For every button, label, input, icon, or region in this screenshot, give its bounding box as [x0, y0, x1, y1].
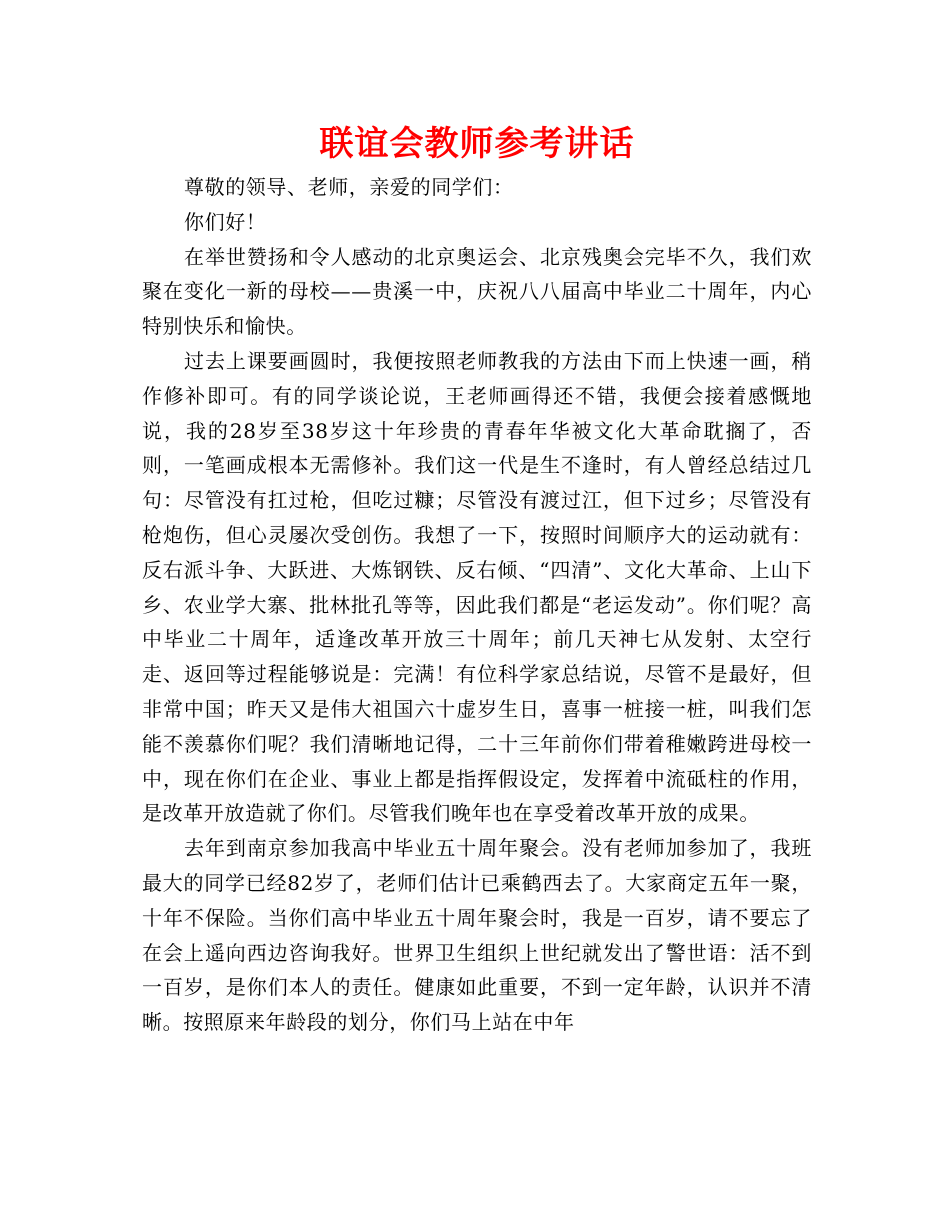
document-page — [142, 118, 812, 1040]
document-title: 联谊会教师参考讲话 — [319, 124, 635, 164]
body-paragraph: 去年到南京参加我高中毕业五十周年聚会。没有老师加参加了，我班最大的同学已经82岁了，老师们估计已乘鹤西去了。大家商定五年一聚，十年不保险。当你们高中毕业五十周年聚会时，我是一百岁，请不要忘了在会上遥向西边咨询我好。世界卫生组织上世纪就发出了警世语：活不到一百岁，是你们本人的责任。健康如此重要，不到一定年龄，认识并不清晰。按照原来年龄段的划分，你们马上站在中年 — [142, 836, 812, 1035]
body-paragraph: 过去上课要画圆时，我便按照老师教我的方法由下而上快速一画，稍作修补即可。有的同学谈论说，王老师画得还不错，我便会接着感慨地说，我的28岁至38岁这十年珍贵的青春年华被文化大革命耽搁了，否则，一笔画成根本无需修补。我们这一代是生不逢时，有人曾经总结过几句：尽管没有扛过枪，但吃过糠；尽管没有渡过江，但下过乡；尽管没有枪炮伤，但心灵屡次受创伤。我想了一下，按照时间顺序大的运动就有：反右派斗争、大跃进、大炼钢铁、反右倾、“四清”、文化大革命、上山下乡、农业学大寨、批林批孔等等，因此我们都是“老运发动”。你们呢？高中毕业二十周年，适逢改革开放三十周年；前几天神七从发射、太空行走、返回等过程能够说是：完满！有位科学家总结说，尽管不是最好，但非常中国；昨天又是伟大祖国六十虚岁生日，喜事一桩接一桩，叫我们怎能不羡慕你们呢？我们清晰地记得，二十三年前你们带着稚嫩跨进母校一中，现在你们在企业、事业上都是指挥假设定，发挥着中流砥柱的作用，是改革开放造就了你们。尽管我们晚年也在享受着改革开放的成果。 — [142, 348, 812, 826]
salutation: 尊敬的领导、老师，亲爱的同学们： — [184, 175, 514, 199]
greeting: 你们好！ — [184, 209, 267, 234]
body-paragraph: 在举世赞扬和令人感动的北京奥运会、北京残奥会完毕不久，我们欢聚在变化一新的母校——贵溪一中，庆祝八八届高中毕业二十周年，内心特别快乐和愉快。 — [142, 244, 812, 339]
